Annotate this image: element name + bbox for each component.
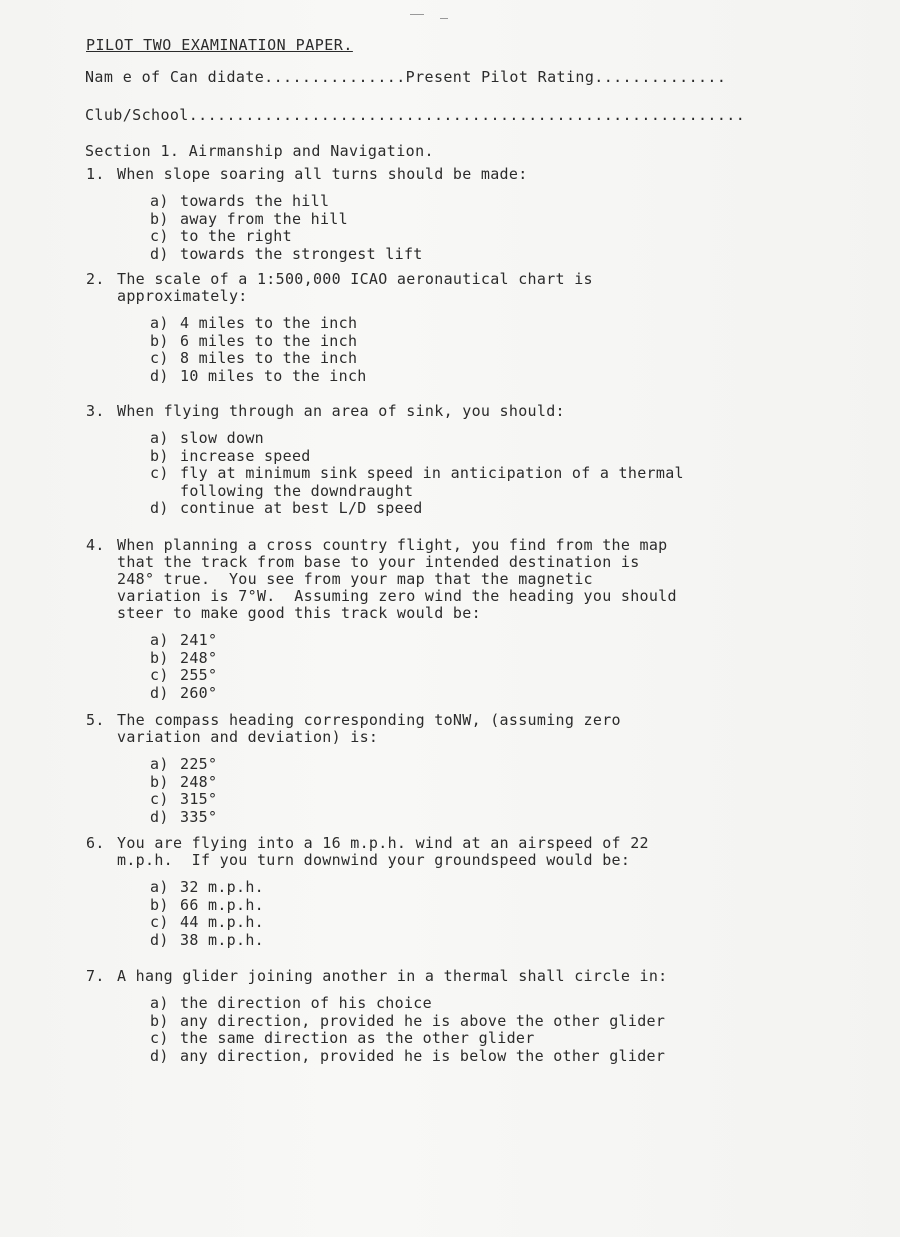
option: a) 32 m.p.h. [150,878,264,896]
option: d) 38 m.p.h. [150,930,264,949]
option: d) towards the strongest lift [150,244,423,263]
question-5 [86,712,786,826]
paper-mark [410,14,424,15]
option: d) 10 miles to the inch [150,366,367,385]
question-text: The scale of a 1:500,000 ICAO aeronautical chart is approximately: [117,270,593,305]
question-6 [86,835,786,949]
question-text: When planning a cross country flight, you find from the map that the track from base to your intended destination is 248° true. You see from your map that the magnetic variation is 7°W. Assuming zero wind the heading you should steer to make good this track would be: [117,536,677,622]
question-text: The compass heading corresponding toNW, (assuming zero variation and deviation) is: [117,711,621,746]
option: c) to the right [150,227,292,245]
option-list [150,193,786,263]
option: d) continue at best L/D speed [150,499,423,517]
question-1 [86,166,786,263]
question-number: 1. [86,165,105,183]
option: c) 8 miles to the inch [150,349,358,367]
paper-mark [440,18,448,19]
page-title: PILOT TWO EXAMINATION PAPER. [86,36,353,54]
question-number: 5. [86,711,105,729]
option-list [150,879,786,949]
option: b) 248° [150,648,218,667]
option: a) towards the hill [150,192,330,210]
candidate-name-line: Nam e of Can didate...............Present Pilot Rating.............. [85,68,727,86]
option: c) fly at minimum sink speed in anticipation of a thermal following the downdraught [150,464,684,500]
question-3 [86,403,786,518]
option: c) the same direction as the other glider [150,1029,535,1047]
option: b) any direction, provided he is above the other glider [150,1011,666,1030]
question-text: When slope soaring all turns should be made: [117,165,528,183]
option: c) 315° [150,790,218,808]
option: b) increase speed [150,446,311,465]
option-list [150,430,786,518]
question-text: When flying through an area of sink, you should: [117,402,565,420]
option: b) 248° [150,772,218,791]
question-4 [86,537,786,702]
question-number: 2. [86,270,105,288]
question-number: 3. [86,402,105,420]
question-text: A hang glider joining another in a thermal shall circle in: [117,967,668,985]
section-heading: Section 1. Airmanship and Navigation. [85,142,434,160]
question-2 [86,271,786,385]
option: a) the direction of his choice [150,994,432,1012]
club-school-line: Club/School........................................................... [85,106,746,124]
option: b) 66 m.p.h. [150,895,264,914]
question-number: 6. [86,834,105,852]
option-list [150,995,786,1065]
option-list [150,756,786,826]
question-number: 4. [86,536,105,554]
question-7 [86,968,786,1065]
option: b) away from the hill [150,209,348,228]
option: b) 6 miles to the inch [150,331,358,350]
option: d) 335° [150,807,218,826]
question-text: You are flying into a 16 m.p.h. wind at an airspeed of 22 m.p.h. If you turn downwind your groundspeed would be: [117,834,649,869]
option: a) 225° [150,755,218,773]
option-list [150,315,786,385]
option-list [150,632,786,702]
option: a) 4 miles to the inch [150,314,358,332]
option: a) slow down [150,429,264,447]
option: c) 44 m.p.h. [150,913,264,931]
option: d) 260° [150,683,218,702]
question-number: 7. [86,967,105,985]
option: a) 241° [150,631,218,649]
option: d) any direction, provided he is below the other glider [150,1046,666,1065]
option: c) 255° [150,666,218,684]
